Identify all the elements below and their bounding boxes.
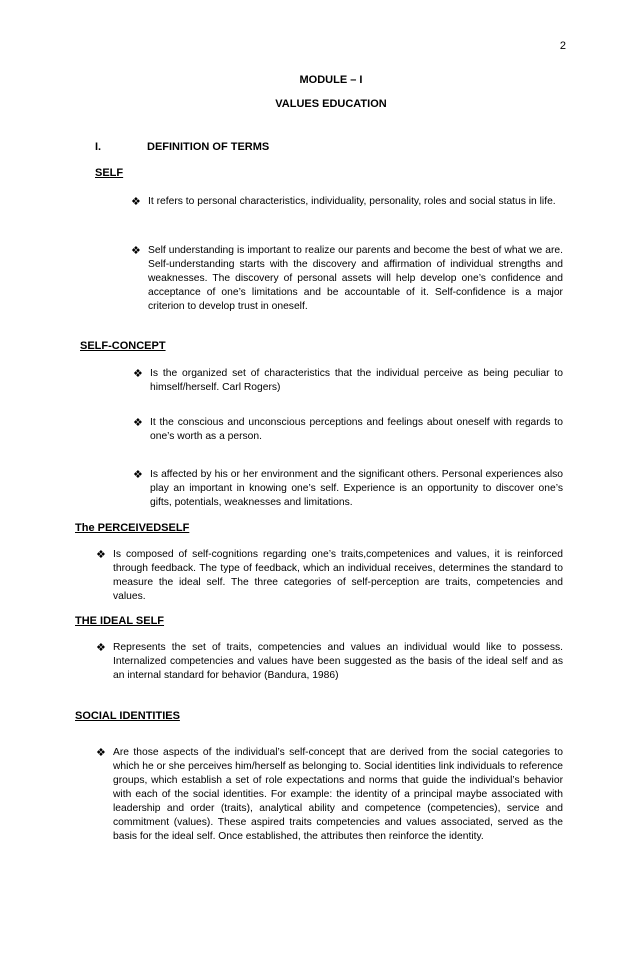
section-title: DEFINITION OF TERMS [147,141,270,153]
diamond-bullet-icon: ❖ [133,368,143,380]
bullet-text: Self understanding is important to realize our parents and become the best of what we are. Self-understanding starts with the discovery and affirmation of individual strengths and weaknesses. The discovery of personal assets will help develop one’s confidence and acceptance of one’s limitations and be accountable of it. Self-confidence is a major criterion to develop trust in oneself. [148,245,563,312]
diamond-bullet-icon: ❖ [133,469,143,481]
page-number: 2 [559,40,566,52]
bullet-text: Are those aspects of the individual’s self-concept that are derived from the social categories to which he or she perceives him/herself as belonging to. Social identities link individuals to reference groups, which establish a set of role expectations and norms that guide the individual’s behavior with each of the social identities. For example: the identity of a principal maybe associated with leadership and order (traits), analytical ability and competence (competencies), service and commitment (values). These aspired traits competencies and values associated, served as the basis for the ideal self. Once established, the attributes then reinforce the identity. [113,747,563,842]
heading-social-identities: SOCIAL IDENTITIES [75,710,180,722]
subject-title: VALUES EDUCATION [275,98,387,110]
ideal-self-bullet-1 [96,641,563,683]
self-concept-bullet-3 [133,468,563,510]
diamond-bullet-icon: ❖ [96,642,106,654]
self-concept-bullet-2 [133,416,563,444]
heading-ideal-self: THE IDEAL SELF [75,615,165,627]
diamond-bullet-icon: ❖ [131,245,141,257]
bullet-text: Is composed of self-cognitions regarding one’s traits,competenices and values, it is reinforced through feedback. The type of feedback, which an individual receives, determines the standard to measure the ideal self. The three categories of self-perception are traits, competencies and values. [113,549,563,602]
heading-perceived-self: The PERCEIVEDSELF [75,522,190,534]
heading-self: SELF [95,167,124,179]
module-title: MODULE – I [299,74,363,86]
heading-self-concept: SELF-CONCEPT [80,340,166,352]
bullet-text: Is affected by his or her environment and the significant others. Personal experiences also play an important in knowing one’s self. Experience is an opportunity to discover one’s gifts, potentials, weaknesses and limitations. [150,469,563,508]
self-bullet-1 [131,195,563,209]
self-bullet-2 [131,244,563,314]
diamond-bullet-icon: ❖ [133,417,143,429]
diamond-bullet-icon: ❖ [96,747,106,759]
bullet-text: It refers to personal characteristics, individuality, personality, roles and social status in life. [148,196,556,207]
self-concept-bullet-1 [133,367,563,395]
bullet-text: It the conscious and unconscious perceptions and feelings about oneself with regards to one’s worth as a person. [150,417,563,442]
perceived-self-bullet-1 [96,548,563,604]
social-identities-bullet-1 [96,746,563,844]
section-numeral: I. [95,141,102,153]
diamond-bullet-icon: ❖ [131,196,141,208]
bullet-text: Represents the set of traits, competencies and values an individual would like to possess. Internalized competencies and values have been suggested as the basis of the ideal self and as an internal standard for behavior (Bandura, 1986) [113,642,563,681]
bullet-text: Is the organized set of characteristics that the individual perceive as being peculiar to himself/herself. Carl Rogers) [150,368,563,393]
diamond-bullet-icon: ❖ [96,549,106,561]
